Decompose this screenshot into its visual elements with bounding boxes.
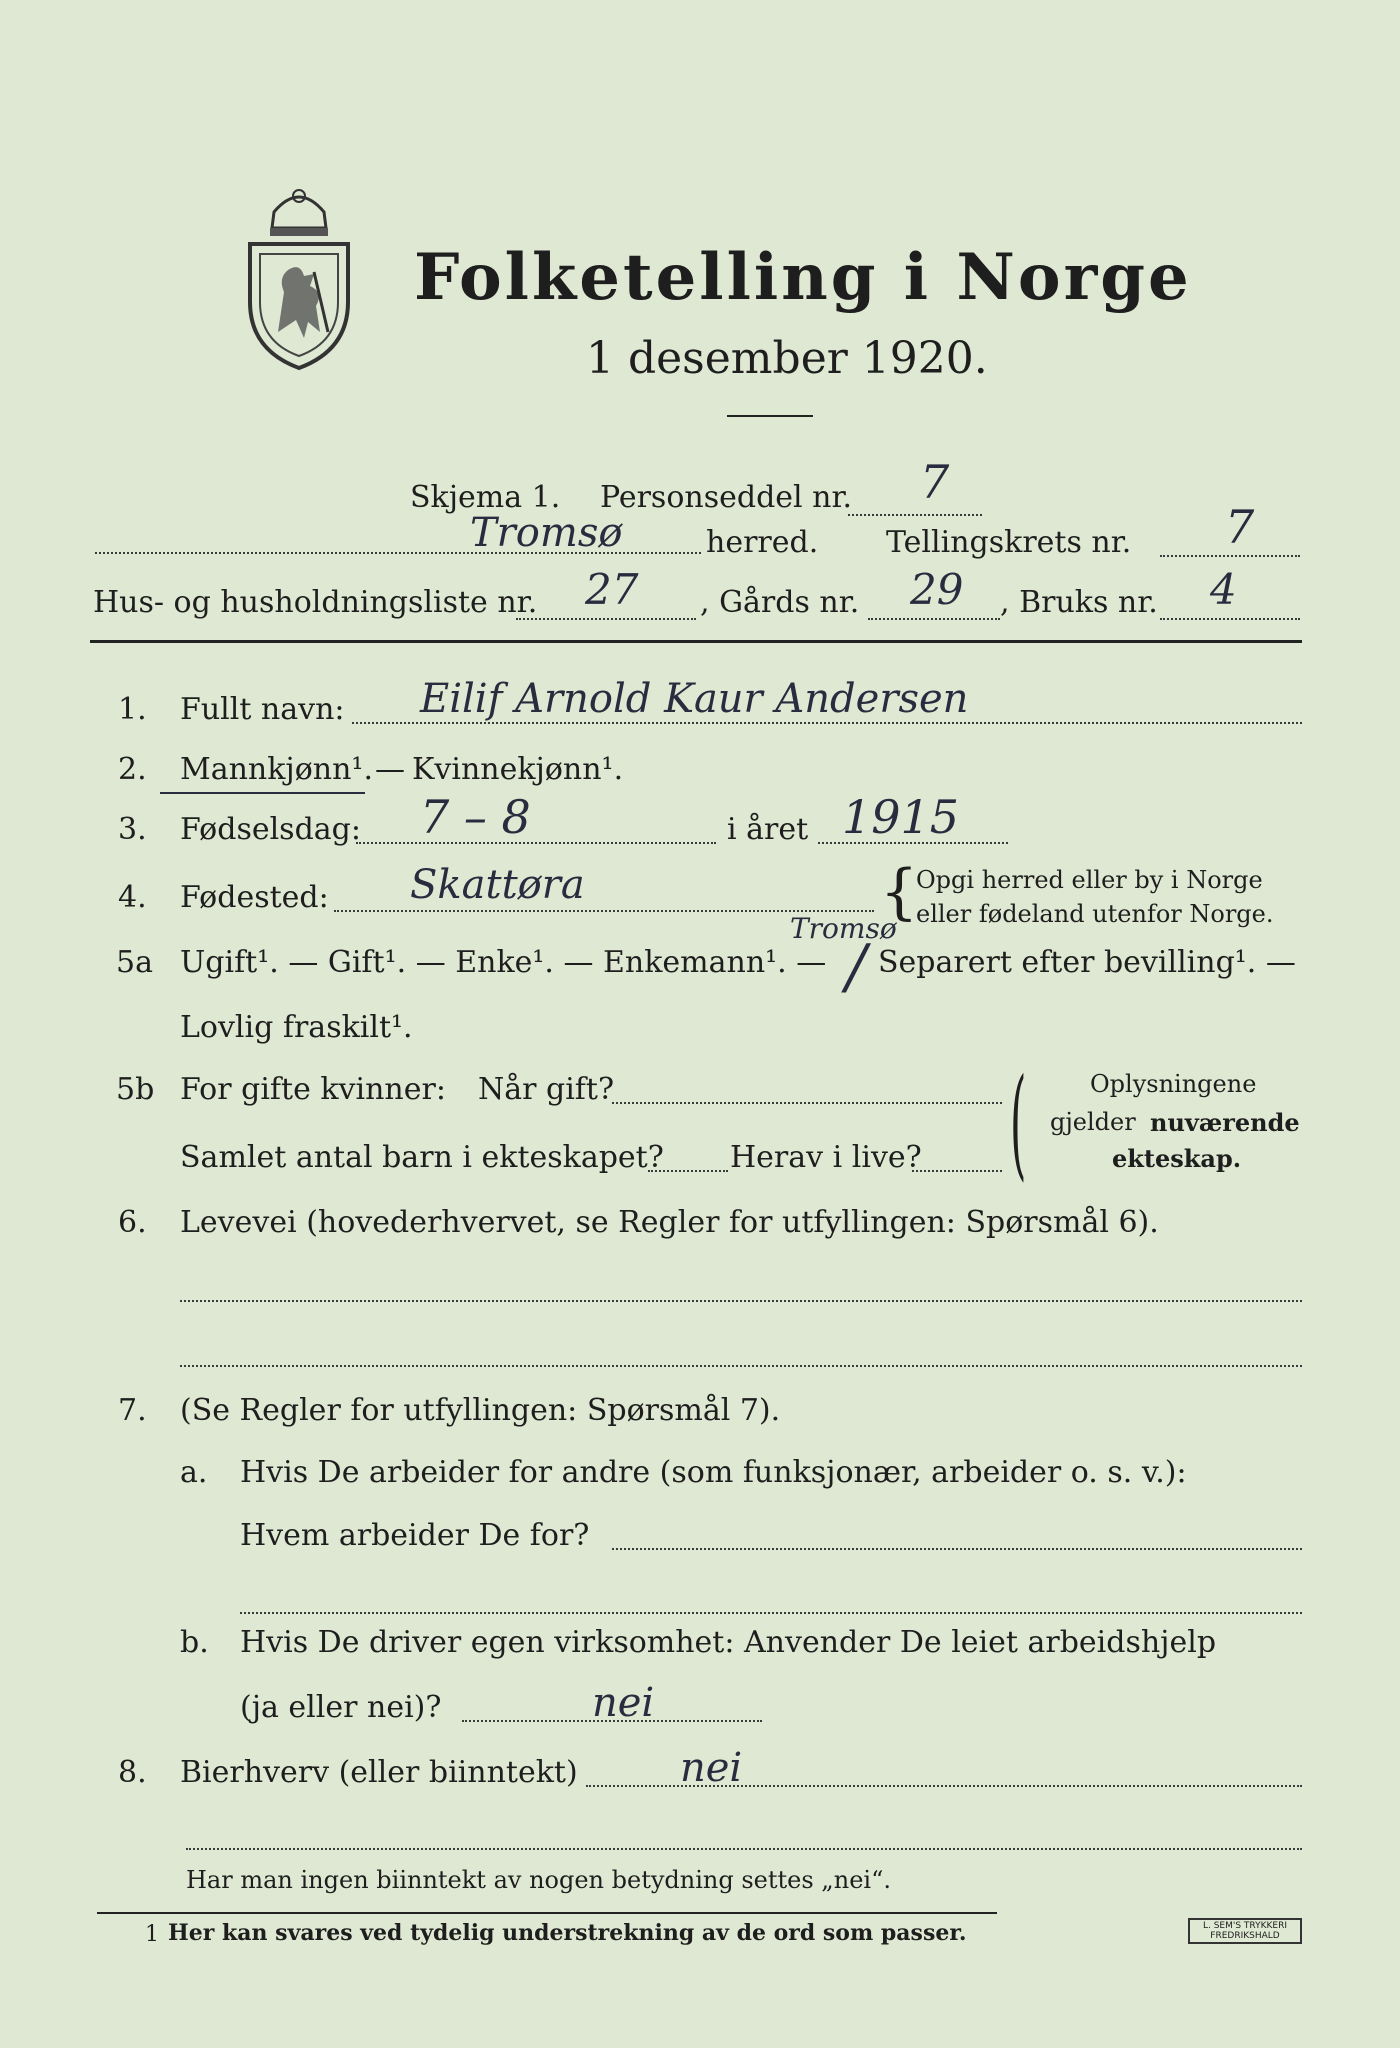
q5b-label: For gifte kvinner:: [180, 1072, 446, 1107]
q8-value[interactable]: nei: [680, 1745, 743, 1791]
q2-male-option[interactable]: Mannkjønn¹.: [180, 752, 373, 787]
q5a-separert[interactable]: Separert efter bevilling¹. —: [878, 945, 1296, 980]
q5a-mark: /: [846, 932, 867, 1002]
q5b-samlet-label: Samlet antal barn i ekteskapet?: [180, 1140, 664, 1175]
hus-label: Hus- og husholdningsliste nr.: [93, 585, 538, 620]
q8-label: Bierhverv (eller biinntekt): [180, 1755, 578, 1790]
tellingskrets-value[interactable]: 7: [1225, 500, 1255, 554]
q1-label: Fullt navn:: [180, 692, 345, 727]
header-separator: [90, 640, 1302, 643]
q1-line: [352, 722, 1302, 724]
q5a-fraskilt[interactable]: Lovlig fraskilt¹.: [180, 1010, 413, 1045]
q7a-number: a.: [180, 1455, 208, 1490]
q8-line-2: [186, 1848, 1302, 1850]
q5b-note-1: Oplysningene: [1090, 1070, 1257, 1098]
personseddel-value[interactable]: 7: [920, 455, 950, 509]
q3-year-label: i året: [727, 812, 809, 847]
q4-value[interactable]: Skattøra: [410, 862, 585, 908]
bruks-value[interactable]: 4: [1210, 565, 1237, 614]
q7a-line-1: [612, 1548, 1302, 1550]
footnote-rule: [97, 1912, 997, 1914]
q5b-brace: (: [1010, 1054, 1027, 1193]
form-title: Folketelling i Norge: [414, 240, 1192, 315]
q5b-herav-line: [912, 1170, 1002, 1172]
q7-label: (Se Regler for utfyllingen: Spørsmål 7).: [180, 1393, 781, 1428]
q6-line-2: [180, 1365, 1302, 1367]
q7b-value[interactable]: nei: [592, 1680, 655, 1726]
q7-number: 7.: [118, 1393, 147, 1428]
q6-label: Levevei (hovederhvervet, se Regler for utfyllingen: Spørsmål 6).: [180, 1205, 1159, 1240]
gards-line: [868, 618, 1000, 620]
q1-number: 1.: [118, 692, 147, 727]
q4-label: Fødested:: [180, 880, 329, 915]
q7b-question: (ja eller nei)?: [240, 1690, 442, 1725]
q5b-note-2a: gjelder: [1050, 1108, 1136, 1136]
q2-separator: —: [375, 752, 405, 787]
gards-value[interactable]: 29: [910, 565, 964, 614]
footnote-text: Her kan svares ved tydelig understrekning av de ord som passer.: [168, 1920, 967, 1946]
q7b-number: b.: [180, 1625, 209, 1660]
q7a-line-2: [240, 1612, 1302, 1614]
q3-line: [356, 842, 716, 844]
q2-female-option[interactable]: Kvinnekjønn¹.: [412, 752, 624, 787]
title-divider: [727, 415, 813, 417]
q5b-note-3: ekteskap.: [1112, 1144, 1242, 1173]
q6-line-1: [180, 1300, 1302, 1302]
q5b-samlet-line: [648, 1170, 728, 1172]
q1-value[interactable]: Eilif Arnold Kaur Andersen: [420, 676, 969, 722]
gards-label: , Gårds nr.: [700, 585, 860, 620]
q5b-number: 5b: [116, 1072, 155, 1107]
q5b-herav-label: Herav i live?: [730, 1140, 922, 1175]
q4-extra-value[interactable]: Tromsø: [790, 912, 897, 945]
q7b-text: Hvis De driver egen virksomhet: Anvender De leiet arbeidshjelp: [240, 1625, 1217, 1660]
q2-male-underline: [160, 792, 365, 794]
q3-year-value[interactable]: 1915: [842, 790, 960, 844]
q3-value[interactable]: 7 – 8: [420, 790, 531, 844]
q5b-naar-line: [612, 1102, 1002, 1104]
hus-value[interactable]: 27: [585, 565, 639, 614]
footnote-number: 1: [145, 1922, 159, 1947]
bleed-through-text: [1240, 80, 1390, 1880]
q4-brace: {: [880, 857, 919, 927]
coat-of-arms-icon: [244, 182, 354, 372]
q2-number: 2.: [118, 752, 147, 787]
tellingskrets-line: [1160, 555, 1300, 557]
skjema-label: Skjema 1.: [410, 480, 561, 515]
q6-number: 6.: [118, 1205, 147, 1240]
herred-value[interactable]: Tromsø: [470, 510, 623, 556]
footer-note: Har man ingen biinntekt av nogen betydning settes „nei“.: [186, 1866, 891, 1894]
bruks-label: , Bruks nr.: [1000, 585, 1158, 620]
q7a-question: Hvem arbeider De for?: [240, 1518, 590, 1553]
personseddel-line: [848, 514, 982, 516]
bruks-line: [1160, 618, 1300, 620]
hus-line: [516, 618, 696, 620]
herred-label: herred.: [706, 525, 819, 560]
q5b-naar-label: Når gift?: [478, 1072, 615, 1107]
q4-note-1: Opgi herred eller by i Norge: [916, 866, 1263, 894]
q3-number: 3.: [118, 812, 147, 847]
tellingskrets-label: Tellingskrets nr.: [886, 525, 1132, 560]
form-date: 1 desember 1920.: [586, 333, 988, 384]
printer-stamp: L. SEM'S TRYKKERI FREDRIKSHALD: [1188, 1918, 1302, 1944]
q7a-text: Hvis De arbeider for andre (som funksjonær, arbeider o. s. v.):: [240, 1455, 1187, 1490]
q4-number: 4.: [118, 880, 147, 915]
q5b-note-2b: nuværende: [1150, 1108, 1300, 1137]
q4-note-2: eller fødeland utenfor Norge.: [916, 900, 1274, 928]
q8-number: 8.: [118, 1755, 147, 1790]
q5a-number: 5a: [116, 945, 153, 980]
personseddel-label: Personseddel nr.: [600, 480, 853, 515]
q5a-options[interactable]: Ugift¹. — Gift¹. — Enke¹. — Enkemann¹. —: [180, 945, 827, 980]
q3-label: Fødselsdag:: [180, 812, 361, 847]
